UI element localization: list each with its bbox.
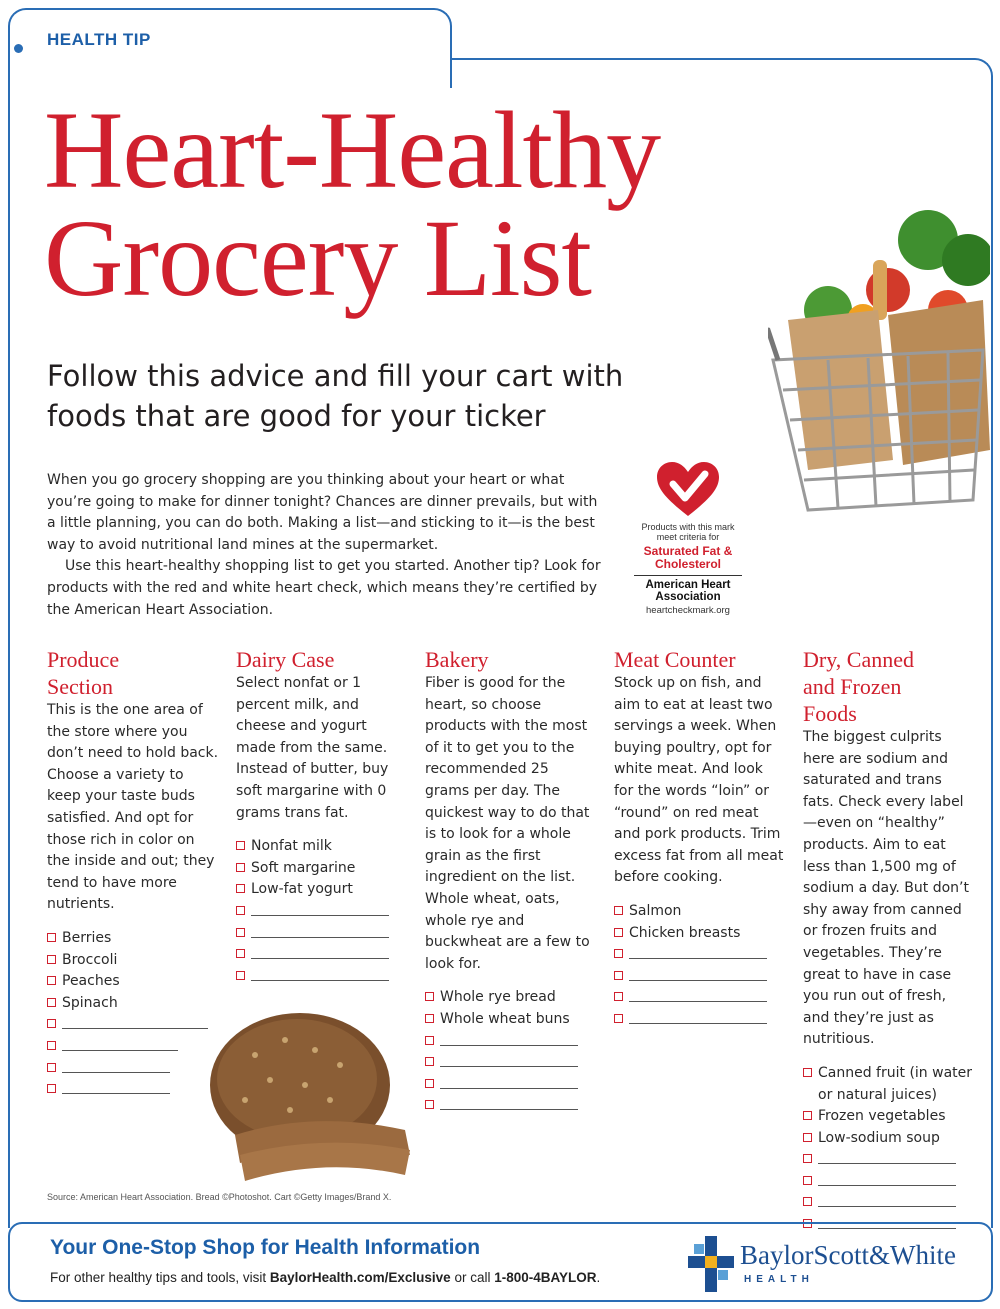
footer-panel bbox=[8, 1222, 993, 1302]
checkbox-icon[interactable] bbox=[47, 998, 56, 1007]
checkbox-icon[interactable] bbox=[236, 949, 245, 958]
checklist-item[interactable] bbox=[236, 879, 408, 901]
footer-text-end: . bbox=[596, 1270, 601, 1285]
meat-description: Stock up on fish, and aim to eat at least two servings a week. When buying poultry, opt for white meat. And look for the words “loin” or “round” on red meat and pork products. Trim excess fat from all meat before cooking. bbox=[614, 675, 784, 886]
item-label: Frozen vegetables bbox=[818, 1108, 946, 1125]
checkbox-icon[interactable] bbox=[236, 906, 245, 915]
item-label: Whole wheat buns bbox=[440, 1010, 570, 1027]
checklist-item[interactable] bbox=[236, 858, 408, 880]
checkbox-icon[interactable] bbox=[803, 1133, 812, 1142]
blank-checklist-item[interactable] bbox=[614, 966, 786, 988]
checkbox-icon[interactable] bbox=[47, 1041, 56, 1050]
blank-checklist-item[interactable] bbox=[236, 944, 408, 966]
blank-checklist-item[interactable] bbox=[614, 1009, 786, 1031]
meat-checklist bbox=[614, 901, 786, 1031]
checkbox-icon[interactable] bbox=[425, 1014, 434, 1023]
checkbox-icon[interactable] bbox=[236, 928, 245, 937]
checkbox-icon[interactable] bbox=[47, 1063, 56, 1072]
badge-text-2: meet criteria for bbox=[656, 532, 720, 542]
meat-section bbox=[614, 646, 786, 1031]
write-in-line[interactable] bbox=[62, 1036, 178, 1051]
checklist-item[interactable] bbox=[803, 1063, 973, 1106]
blank-checklist-item[interactable] bbox=[614, 944, 786, 966]
footer-text-middle: or call bbox=[450, 1270, 495, 1285]
page-title bbox=[44, 89, 661, 319]
cross-logo-icon bbox=[688, 1236, 734, 1292]
checklist-item[interactable] bbox=[47, 950, 219, 972]
write-in-line[interactable] bbox=[440, 1095, 578, 1110]
grocery-cart-image bbox=[768, 200, 990, 530]
checkbox-icon[interactable] bbox=[614, 906, 623, 915]
produce-heading-line-2: Section bbox=[47, 674, 113, 699]
checklist-item[interactable] bbox=[803, 1106, 973, 1128]
blank-checklist-item[interactable] bbox=[803, 1192, 973, 1214]
badge-url: heartcheckmark.org bbox=[646, 605, 730, 616]
write-in-line[interactable] bbox=[440, 1052, 578, 1067]
checklist-item[interactable] bbox=[614, 923, 786, 945]
blank-checklist-item[interactable] bbox=[47, 1058, 219, 1080]
health-tip-label: HEALTH TIP bbox=[47, 30, 151, 49]
bakery-section bbox=[425, 646, 597, 1117]
produce-heading-line-1: Produce bbox=[47, 647, 120, 672]
checkbox-icon[interactable] bbox=[803, 1176, 812, 1185]
checkbox-icon[interactable] bbox=[236, 884, 245, 893]
badge-text-1: Products with this mark bbox=[641, 522, 735, 532]
item-label: Low-sodium soup bbox=[818, 1129, 940, 1146]
badge-criteria-1: Saturated Fat & bbox=[643, 544, 733, 558]
checkbox-icon[interactable] bbox=[425, 1079, 434, 1088]
badge-criteria-2: Cholesterol bbox=[654, 557, 721, 571]
blank-checklist-item[interactable] bbox=[47, 1079, 219, 1101]
bakery-checklist bbox=[425, 987, 597, 1117]
page-subtitle bbox=[47, 356, 647, 436]
dry-canned-frozen-section bbox=[803, 646, 973, 1236]
subtitle-line-2: foods that are good for your ticker bbox=[47, 399, 546, 433]
dry-heading-line-3: Foods bbox=[803, 701, 857, 726]
checkbox-icon[interactable] bbox=[614, 928, 623, 937]
bakery-description: Fiber is good for the heart, so choose products with the most of it to get you to the recommended 25 grams per day. The quickest way to do that is to look for a whole grain as the first ingredient on the list. Whole wheat, oats, whole rye and buckwheat are a few to look for. bbox=[425, 675, 590, 972]
checklist-item[interactable] bbox=[236, 836, 408, 858]
item-label: Nonfat milk bbox=[251, 838, 332, 855]
blank-checklist-item[interactable] bbox=[803, 1171, 973, 1193]
checkbox-icon[interactable] bbox=[614, 1014, 623, 1023]
bullet-dot-icon bbox=[14, 44, 23, 53]
checklist-item[interactable] bbox=[47, 993, 219, 1015]
logo-name: BaylorScott&White bbox=[740, 1240, 956, 1270]
blank-checklist-item[interactable] bbox=[236, 966, 408, 988]
write-in-line[interactable] bbox=[818, 1192, 956, 1207]
produce-heading bbox=[47, 646, 219, 700]
checkbox-icon[interactable] bbox=[803, 1111, 812, 1120]
bakery-heading: Bakery bbox=[425, 647, 489, 672]
title-line-2: Grocery List bbox=[44, 197, 591, 319]
checkbox-icon[interactable] bbox=[236, 971, 245, 980]
write-in-line[interactable] bbox=[62, 1058, 170, 1073]
item-label: Chicken breasts bbox=[629, 924, 741, 941]
write-in-line[interactable] bbox=[629, 1009, 767, 1024]
produce-section bbox=[47, 646, 219, 1101]
heart-check-badge bbox=[628, 460, 748, 616]
item-label: Salmon bbox=[629, 902, 682, 919]
checkbox-icon[interactable] bbox=[47, 1084, 56, 1093]
checklist-item[interactable] bbox=[614, 901, 786, 923]
write-in-line[interactable] bbox=[62, 1079, 170, 1094]
checklist-item[interactable] bbox=[425, 987, 597, 1009]
item-label: Canned fruit (in water or natural juices) bbox=[818, 1064, 972, 1103]
checkbox-icon[interactable] bbox=[803, 1068, 812, 1077]
badge-org-2: Association bbox=[655, 591, 721, 603]
item-label: Low-fat yogurt bbox=[251, 881, 353, 898]
dairy-heading: Dairy Case bbox=[236, 647, 335, 672]
checklist-item[interactable] bbox=[803, 1128, 973, 1150]
intro-paragraph-1: When you go grocery shopping are you thinking about your heart or what you’re going to make for dinner tonight? Chances are dinner prevails, but with a little planning, you can do both. Making a list—and sticking to it—is the best way to avoid nutritional land mines at the supermarket. bbox=[47, 472, 598, 553]
checkbox-icon[interactable] bbox=[236, 863, 245, 872]
checklist-item[interactable] bbox=[425, 1009, 597, 1031]
badge-org-1: American Heart bbox=[645, 579, 731, 591]
subtitle-line-1: Follow this advice and fill your cart with bbox=[47, 359, 624, 393]
checkbox-icon[interactable] bbox=[47, 933, 56, 942]
write-in-line[interactable] bbox=[818, 1149, 956, 1164]
blank-checklist-item[interactable] bbox=[803, 1149, 973, 1171]
blank-checklist-item[interactable] bbox=[236, 923, 408, 945]
write-in-line[interactable] bbox=[629, 944, 767, 959]
dry-checklist bbox=[803, 1063, 973, 1236]
checklist-item[interactable] bbox=[47, 928, 219, 950]
write-in-line[interactable] bbox=[251, 966, 389, 981]
item-label: Spinach bbox=[62, 994, 118, 1011]
item-label: Peaches bbox=[62, 973, 120, 990]
checkbox-icon[interactable] bbox=[614, 992, 623, 1001]
footer-text-intro: For other healthy tips and tools, visit bbox=[50, 1270, 270, 1285]
checkbox-icon[interactable] bbox=[425, 1036, 434, 1045]
checkbox-icon[interactable] bbox=[236, 841, 245, 850]
checkbox-icon[interactable] bbox=[47, 1019, 56, 1028]
website-link[interactable]: BaylorHealth.com/Exclusive bbox=[269, 1270, 451, 1285]
write-in-line[interactable] bbox=[440, 1074, 578, 1089]
blank-checklist-item[interactable] bbox=[614, 987, 786, 1009]
write-in-line[interactable] bbox=[251, 901, 389, 916]
phone-number[interactable]: 1-800-4BAYLOR bbox=[494, 1270, 597, 1285]
dairy-checklist bbox=[236, 836, 408, 987]
bread-loaf-image bbox=[205, 1005, 420, 1185]
checkbox-icon[interactable] bbox=[614, 971, 623, 980]
blank-checklist-item[interactable] bbox=[47, 1014, 219, 1036]
item-label: Soft margarine bbox=[251, 859, 356, 876]
checkbox-icon[interactable] bbox=[425, 1100, 434, 1109]
blank-checklist-item[interactable] bbox=[425, 1052, 597, 1074]
checkbox-icon[interactable] bbox=[425, 992, 434, 1001]
footer-title: Your One-Stop Shop for Health Information bbox=[50, 1236, 481, 1259]
produce-description: This is the one area of the store where you don’t need to hold back. Choose a variety to keep your taste buds satisfied. And opt for those rich in color on the inside and out; they tend to have more nutrients. bbox=[47, 702, 219, 913]
dry-heading-line-2: and Frozen bbox=[803, 674, 902, 699]
checklist-item[interactable] bbox=[47, 971, 219, 993]
write-in-line[interactable] bbox=[629, 987, 767, 1002]
dry-heading-line-1: Dry, Canned bbox=[803, 647, 914, 672]
checkbox-icon[interactable] bbox=[803, 1197, 812, 1206]
checkbox-icon[interactable] bbox=[47, 955, 56, 964]
meat-heading: Meat Counter bbox=[614, 647, 736, 672]
logo-subtitle: HEALTH bbox=[744, 1274, 814, 1285]
title-line-1: Heart-Healthy bbox=[44, 89, 661, 211]
checkbox-icon[interactable] bbox=[614, 949, 623, 958]
source-credit: Source: American Heart Association. Bread ©Photoshot. Cart ©Getty Images/Brand X. bbox=[47, 1192, 392, 1202]
checkbox-icon[interactable] bbox=[47, 976, 56, 985]
heart-check-icon bbox=[655, 460, 721, 518]
badge-divider bbox=[634, 575, 742, 576]
dry-heading bbox=[803, 646, 973, 727]
blank-checklist-item[interactable] bbox=[425, 1074, 597, 1096]
write-in-line[interactable] bbox=[251, 944, 389, 959]
write-in-line[interactable] bbox=[629, 966, 767, 981]
write-in-line[interactable] bbox=[62, 1014, 208, 1029]
item-label: Berries bbox=[62, 929, 112, 946]
dairy-description: Select nonfat or 1 percent milk, and cheese and yogurt made from the same. Instead of butter, buy soft margarine with 0 grams trans fat. bbox=[236, 675, 389, 821]
item-label: Whole rye bread bbox=[440, 989, 556, 1006]
blank-checklist-item[interactable] bbox=[236, 901, 408, 923]
write-in-line[interactable] bbox=[251, 923, 389, 938]
checkbox-icon[interactable] bbox=[425, 1057, 434, 1066]
dairy-section bbox=[236, 646, 408, 987]
dry-description: The biggest culprits here are sodium and saturated and trans fats. Check every label—even on “healthy” products. Aim to eat less than 1,500 mg of sodium a day. But don’t shy away from canned or frozen fruits and vegetables. They’re great to have in case you run out of fresh, and they’re just as nutritious. bbox=[803, 729, 969, 1048]
write-in-line[interactable] bbox=[440, 1031, 578, 1046]
blank-checklist-item[interactable] bbox=[47, 1036, 219, 1058]
checkbox-icon[interactable] bbox=[803, 1154, 812, 1163]
item-label: Broccoli bbox=[62, 951, 118, 968]
intro-text bbox=[47, 470, 607, 621]
frame-join bbox=[10, 50, 450, 64]
write-in-line[interactable] bbox=[818, 1171, 956, 1186]
baylor-scott-white-logo bbox=[688, 1234, 983, 1294]
blank-checklist-item[interactable] bbox=[425, 1095, 597, 1117]
produce-checklist bbox=[47, 928, 219, 1101]
footer-text bbox=[50, 1270, 600, 1285]
blank-checklist-item[interactable] bbox=[425, 1031, 597, 1053]
intro-paragraph-2: Use this heart-healthy shopping list to get you started. Another tip? Look for products with the red and white heart check, which means they’re certified by the American Heart Association. bbox=[47, 558, 601, 618]
